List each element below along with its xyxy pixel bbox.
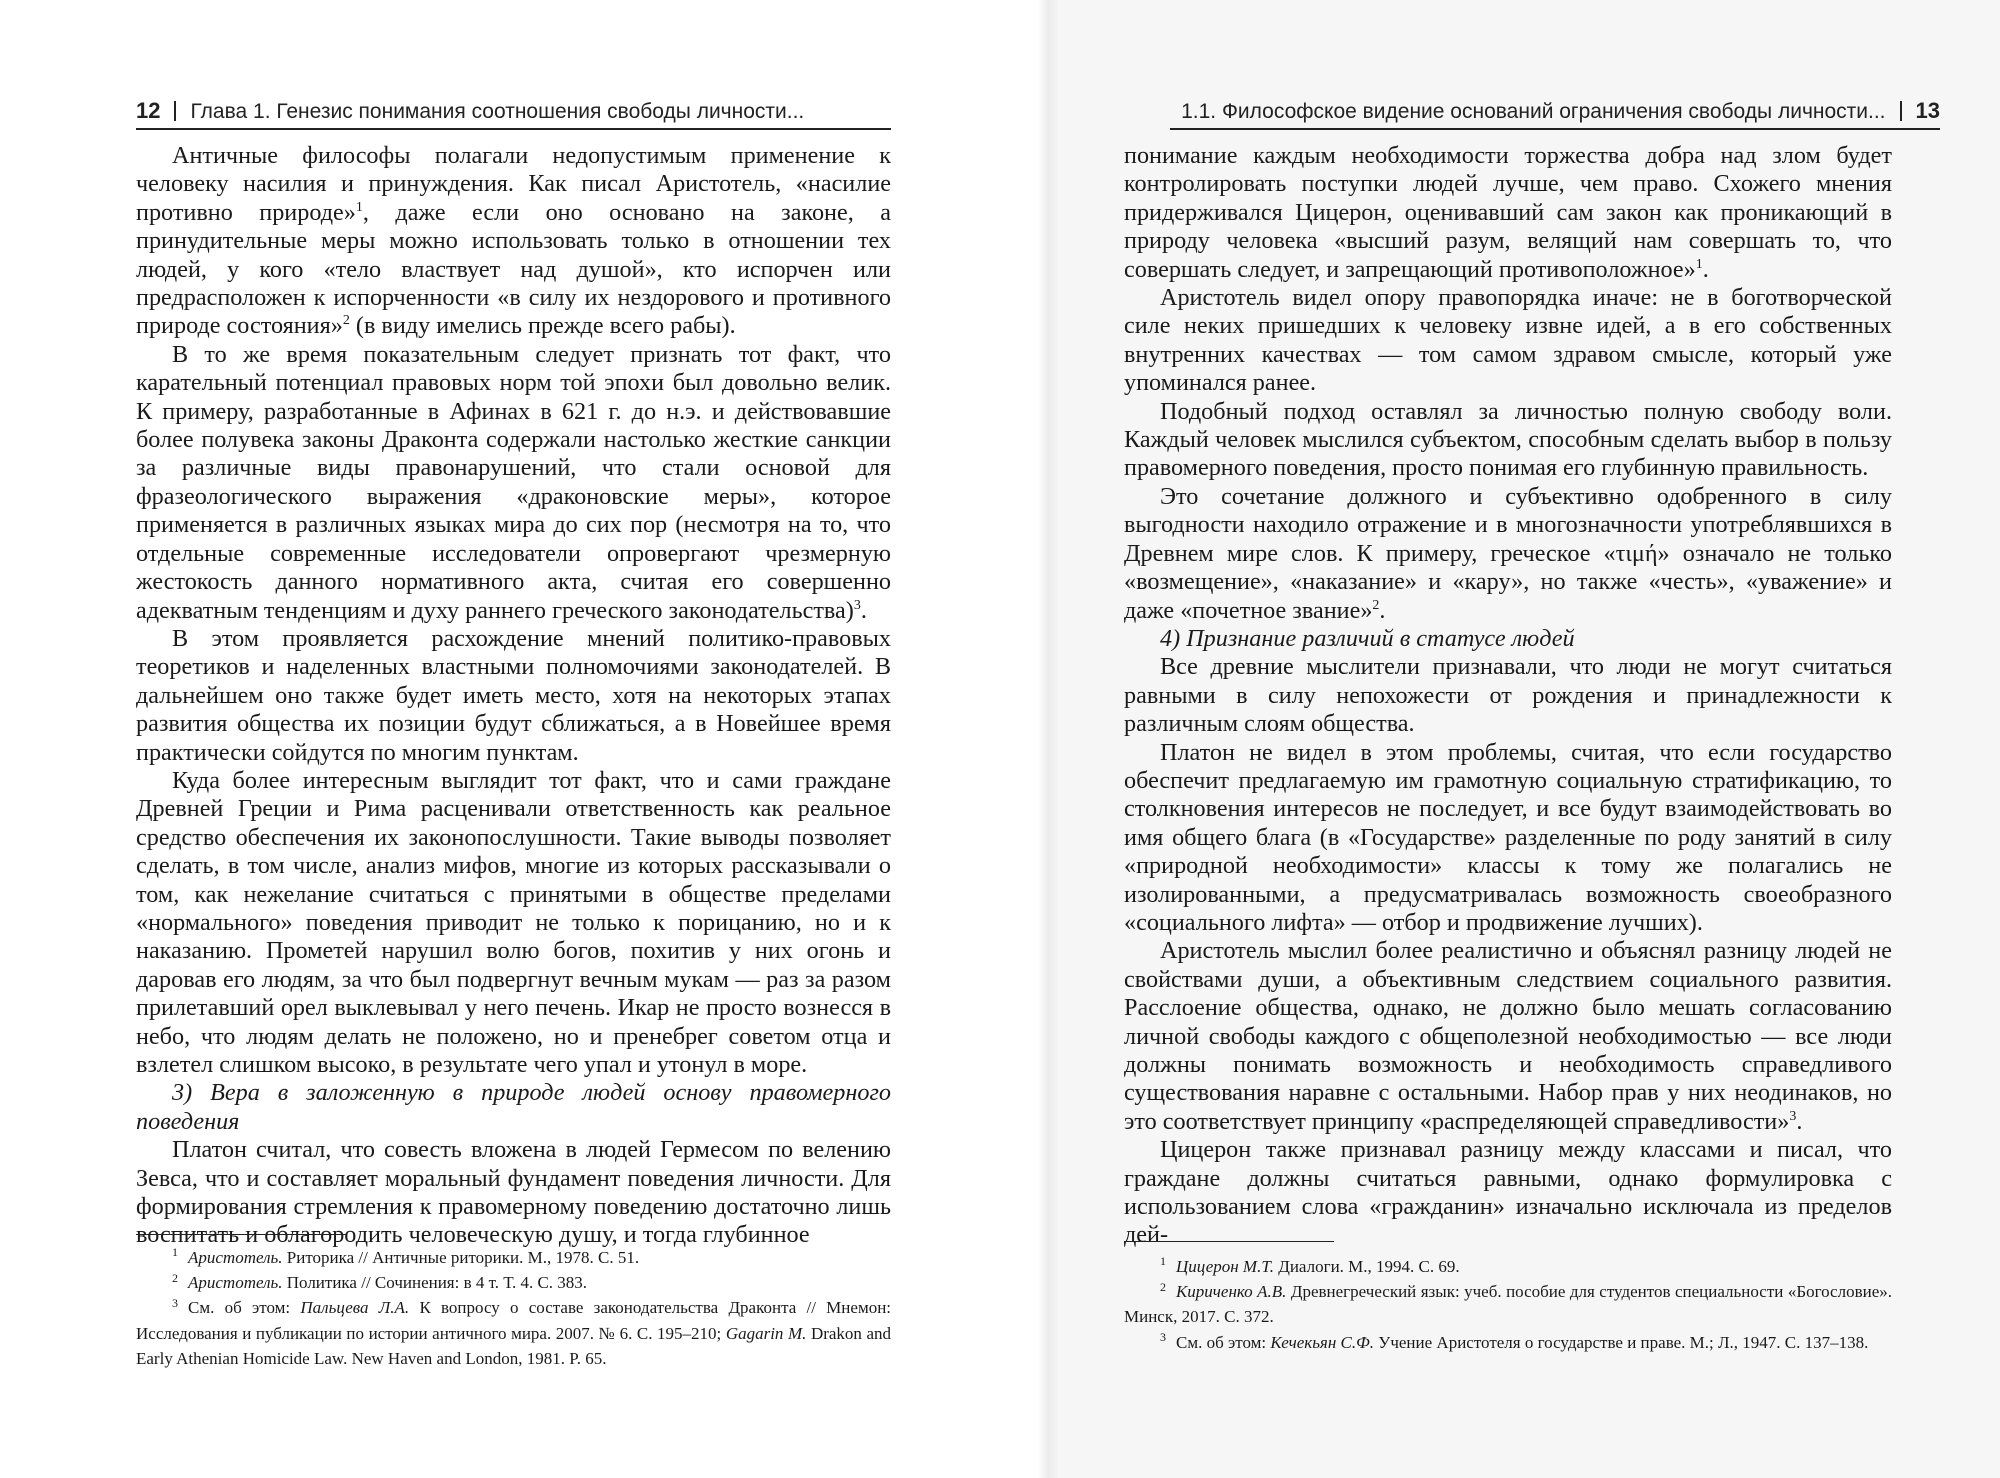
- right-page-number: 13: [1915, 98, 1940, 123]
- footnote: $^1$ Цицерон М.Т. Диалоги. М., 1994. С. 69.: [1160, 1254, 1460, 1276]
- footnote: $^3$ См. об этом: Кечекьян С.Ф. Учение Аристотеля о государстве и праве. М.; Л., 1947. С. 137–138.: [1160, 1329, 1869, 1352]
- paragraph: Все древние мыслители признавали, что люди не могут считаться равными в силу непохожести от рождения и принадлежности к различным слоям общества.: [1124, 653, 1892, 738]
- paragraph: Платон считал, что совесть вложена в людей Гермесом по велению Зевса, что и составляет моральный фундамент поведения личности. Для формирования стремления к правомерному поведению достаточно лишь воспитать и облагородить человеческую душу, и тогда глубинное: [136, 1136, 891, 1249]
- paragraph: понимание каждым необходимости торжества добра над злом будет контролировать поступки людей лучше, чем право. Схожего мнения придерживался Цицерон, оценивавший сам закон как проникающий в природу человека «высший разум, велящий нам совершать то, что совершать следует, и запрещающий противоположное»$^1$.: [1124, 142, 1892, 283]
- header-separator: [1900, 101, 1902, 121]
- paragraph: Платон не видел в этом проблемы, считая, что если государство обеспечит предлагаемую им грамотную социальную стратификацию, то столкновения интересов не последует, и все будут взаимодействовать во имя общего блага (в «Государстве» разделенные по роду занятий в силу «природной необходимости» классы к тому же полагались не изолированными, а предусматривалась возможность своеобразного «социального лифта» — отбор и продвижение лучших).: [1124, 738, 1892, 936]
- left-running-head: [136, 96, 891, 130]
- footnote-ref: 3: [853, 597, 861, 613]
- left-page-number: 12: [136, 98, 161, 123]
- footnote: $^1$ Аристотель. Риторика // Античные риторики. М., 1978. С. 51.: [172, 1245, 640, 1267]
- paragraph: Куда более интересным выглядит тот факт, что и сами граждане Древней Греции и Рима расценивали ответственность как реальное средство обеспечения их законопослушности. Такие выводы позволяет сделать, в том числе, анализ мифов, многие из которых рассказывали о том, как нежелание считаться с принятыми в обществе пределами «нормального» поведения приводит не только к порицанию, но и к наказанию. Прометей нарушил волю богов, похитив у них огонь и даровав его людям, за что был подвергнут вечным мукам — раз за разом прилетавший орел выклевывал у него печень. Икар не просто вознесся в небо, что людям делать не положено, но и пренебрег советом отца и взлетел слишком высоко, в результате чего упал и утонул в море.: [136, 766, 891, 1078]
- footnote-divider: [136, 1234, 346, 1235]
- footnote-ref: 1: [355, 199, 363, 215]
- right-body-text: [1124, 142, 1892, 1250]
- footnote: $^2$ Кириченко А.В. Древнегреческий язык: учеб. пособие для студентов специальности «Богословие». Минск, 2017. С. 372.: [1124, 1279, 1892, 1327]
- footnote-divider: [1124, 1241, 1334, 1242]
- book-gutter: [1038, 0, 1058, 1478]
- footnote: $^2$ Аристотель. Политика // Сочинения: в 4 т. Т. 4. С. 383.: [172, 1270, 588, 1293]
- footnote-ref: 2: [342, 313, 350, 329]
- footnote: $^3$ См. об этом: Пальцева Л.А. К вопросу о составе законодательства Драконта // Мнемон: Исследования и публикации по истории античного мира. 2007. № 6. С. 195–210; Gagarin M. Drakon and Early Athenian Homicide Law. New Haven and London, 1981. P. 65.: [136, 1295, 892, 1368]
- left-running-head-title: Глава 1. Генезис понимания соотношения свободы личности...: [190, 100, 805, 123]
- paragraph: Античные философы полагали недопустимым применение к человеку насилия и принуждения. Как писал Аристотель, «насилие противно природе»$^1$, даже если оно основано на законе, а принудительные меры можно использовать только в отношении тех людей, у кого «тело властвует над душой», кто испорчен или предрасположен к испорченности «в силу их нездорового и противного природе состояния»$^2$ (в виду имелись прежде всего рабы).: [136, 142, 891, 340]
- footnote-ref: 2: [1372, 597, 1380, 613]
- header-separator: [174, 101, 176, 121]
- section-subheading: 3) Вера в заложенную в природе людей основу правомерного поведения: [136, 1079, 891, 1135]
- right-footnotes: [1124, 1254, 1892, 1355]
- section-subheading: 4) Признание различий в статусе людей: [1160, 624, 1575, 652]
- left-footnotes: [136, 1245, 891, 1371]
- right-running-head-title: 1.1. Философское видение оснований ограничения свободы личности...: [1181, 100, 1886, 123]
- paragraph: Это сочетание должного и субъективно одобренного в силу выгодности находило отражение и в многозначности употреблявшихся в Древнем мире слов. К примеру, греческое «τιμή» означало не только «возмещение», «наказание» и «кару», но также «честь», «уважение» и даже «почетное звание»$^2$.: [1124, 482, 1892, 624]
- footnote-ref: 3: [1789, 1108, 1797, 1124]
- paragraph: Аристотель мыслил более реалистично и объяснял разницу людей не свойствами души, а объективным следствием социального развития. Расслоение общества, однако, не должно было мешать согласованию личной свободы каждого с общеполезной необходимостью — все люди должны понимать возможность и необходимость справедливого существования наравне с остальными. Набор прав у них неодинаков, но это соответствует принципу «распределяющей справедливости»$^3$.: [1124, 937, 1892, 1135]
- paragraph: В то же время показательным следует признать тот факт, что карательный потенциал правовых норм той эпохи был довольно велик. К примеру, разработанные в Афинах в 621 г. до н.э. и действовавшие более полувека законы Драконта содержали настолько жесткие санкции за различные виды правонарушений, что стали основой для фразеологического выражения «драконовские меры», которое применяется в различных языках мира до сих пор (несмотря на то, что отдельные современные исследователи опровергают чрезмерную жестокость данного нормативного акта, считая его совершенно адекватным тенденциям и духу раннего греческого законодательства)$^3$.: [136, 340, 891, 624]
- left-body-text: [136, 142, 891, 1250]
- paragraph: Подобный подход оставлял за личностью полную свободу воли. Каждый человек мыслился субъектом, способным сделать выбор в пользу правомерного поведения, просто понимая его глубинную правильность.: [1124, 397, 1892, 482]
- paragraph: Цицерон также признавал разницу между классами и писал, что граждане должны считаться равными, однако формулировка с использованием слова «гражданин» изначально исключала из пределов дей-: [1124, 1136, 1892, 1249]
- paragraph: В этом проявляется расхождение мнений политико-правовых теоретиков и наделенных властными полномочиями законодателей. В дальнейшем оно также будет иметь место, хотя на некоторых этапах развития общества их позиции будут сближаться, а в Новейшее время практически сойдутся по многим пунктам.: [136, 624, 891, 766]
- right-running-head: [1170, 96, 1940, 130]
- footnote-ref: 1: [1695, 256, 1703, 272]
- paragraph: Аристотель видел опору правопорядка иначе: не в боготворческой силе неких пришедших к человеку извне идей, а в его собственных внутренних качествах — том самом здравом смысле, который уже упоминался ранее.: [1124, 284, 1892, 397]
